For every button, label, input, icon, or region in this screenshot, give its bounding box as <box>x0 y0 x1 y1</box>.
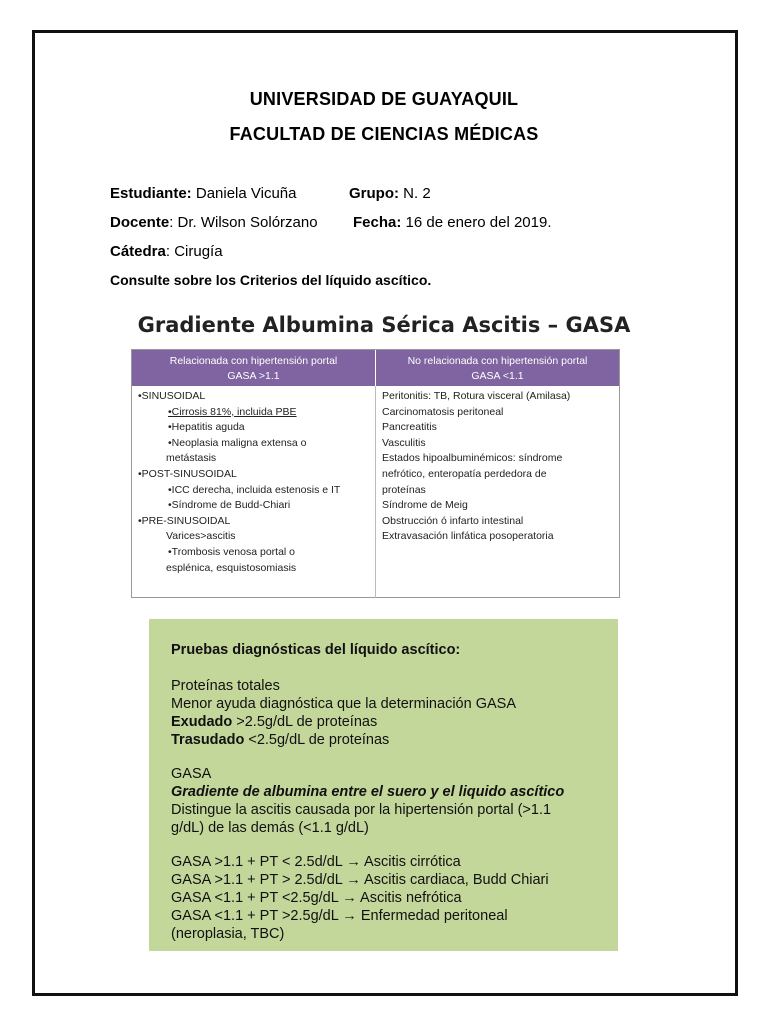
list-item: •Cirrosis 81%, incluida PBE <box>168 405 297 418</box>
group-value: N. 2 <box>399 185 431 202</box>
proteins-line: Menor ayuda diagnóstica que la determinación GASA <box>171 696 516 712</box>
date-value: 16 de enero del 2019. <box>401 214 552 231</box>
exudate-value: >2.5g/dL de proteínas <box>232 714 378 730</box>
gasa-table <box>131 349 620 598</box>
gasa-rule-1: GASA >1.1 + PT < 2.5d/dL → Ascitis cirrótica <box>171 854 461 870</box>
header-related <box>132 350 376 386</box>
teacher-label: Docente <box>110 214 170 231</box>
list-item: •Trombosis venosa portal o <box>168 545 296 558</box>
teacher-line <box>110 214 318 231</box>
list-item: Varices>ascitis <box>166 530 236 543</box>
list-item: esplénica, esquistosomiasis <box>166 561 297 574</box>
list-item: •Síndrome de Budd-Chiari <box>168 499 291 512</box>
list-item: metástasis <box>166 452 217 465</box>
student-label: Estudiante: <box>110 185 192 202</box>
tests-title: Pruebas diagnósticas del líquido ascítico: <box>171 642 461 658</box>
faculty-title: FACULTAD DE CIENCIAS MÉDICAS <box>229 124 539 144</box>
header-not-related-line2: GASA <1.1 <box>471 370 524 382</box>
exudate-line <box>171 713 377 731</box>
list-item: Pancreatitis <box>382 421 437 434</box>
list-item: •Hepatitis aguda <box>168 421 245 434</box>
list-item: Obstrucción ó infarto intestinal <box>382 514 524 527</box>
list-item: Carcinomatosis peritoneal <box>382 405 504 418</box>
gasa-line-2: g/dL) de las demás (<1.1 g/dL) <box>171 820 369 836</box>
exudate-label: Exudado <box>171 714 233 730</box>
list-item: •Neoplasia maligna extensa o <box>168 436 307 449</box>
chair-value: : Cirugía <box>165 243 223 260</box>
group-label: Grupo: <box>349 185 399 202</box>
gasa-table-title: Gradiente Albumina Sérica Ascitis – GASA <box>137 313 631 337</box>
gasa-definition: Gradiente de albumina entre el suero y el liquido ascítico <box>171 784 565 800</box>
header-not-related <box>376 350 619 386</box>
student-value: Daniela Vicuña <box>191 185 297 202</box>
transudate-value: <2.5g/dL de proteínas <box>244 732 390 748</box>
proteins-heading: Proteínas totales <box>171 678 280 694</box>
assignment-text: Consulte sobre los Criterios del líquido ascítico. <box>110 272 432 288</box>
transudate-line <box>171 731 389 749</box>
student-line <box>110 185 296 202</box>
gasa-table-header <box>132 350 619 386</box>
transudate-label: Trasudado <box>171 732 245 748</box>
header-related-line1: Relacionada con hipertensión portal <box>169 355 338 367</box>
chair-label: Cátedra <box>110 243 166 260</box>
gasa-rule-4: GASA <1.1 + PT >2.5g/dL → Enfermedad peritoneal <box>171 908 508 924</box>
related-causes-list <box>132 386 376 598</box>
list-item: •PRE-SINUSOIDAL <box>138 514 231 527</box>
chair-line <box>110 243 223 260</box>
gasa-rule-3: GASA <1.1 + PT <2.5g/dL → Ascitis nefrótica <box>171 890 462 906</box>
list-item: proteínas <box>382 483 426 496</box>
university-title: UNIVERSIDAD DE GUAYAQUIL <box>249 89 519 109</box>
gasa-rule-2: GASA >1.1 + PT > 2.5d/dL → Ascitis cardiaca, Budd Chiari <box>171 872 549 888</box>
list-item: Vasculitis <box>382 436 426 449</box>
list-item: •POST-SINUSOIDAL <box>138 467 237 480</box>
list-item: Extravasación linfática posoperatoria <box>382 530 554 543</box>
list-item: nefrótico, enteropatía perdedora de <box>382 467 547 480</box>
group-line <box>349 185 431 202</box>
diagnostic-tests-box <box>149 619 618 951</box>
list-item: •ICC derecha, incluida estenosis e IT <box>168 483 341 496</box>
teacher-value: : Dr. Wilson Solórzano <box>169 214 318 231</box>
list-item: •SINUSOIDAL <box>138 390 206 402</box>
gasa-rule-4-cont: (neroplasia, TBC) <box>171 926 285 942</box>
list-item: Síndrome de Meig <box>382 499 468 512</box>
date-label: Fecha: <box>353 214 402 231</box>
gasa-line-1: Distingue la ascitis causada por la hipertensión portal (>1.1 <box>171 802 552 818</box>
gasa-heading: GASA <box>171 766 212 782</box>
list-item: Estados hipoalbuminémicos: síndrome <box>382 452 563 465</box>
header-related-line2: GASA >1.1 <box>227 370 280 382</box>
date-line <box>353 214 551 231</box>
non-related-causes-list <box>376 386 619 598</box>
header-not-related-line1: No relacionada con hipertensión portal <box>407 355 588 367</box>
list-item: Peritonitis: TB, Rotura visceral (Amilasa) <box>382 390 571 402</box>
